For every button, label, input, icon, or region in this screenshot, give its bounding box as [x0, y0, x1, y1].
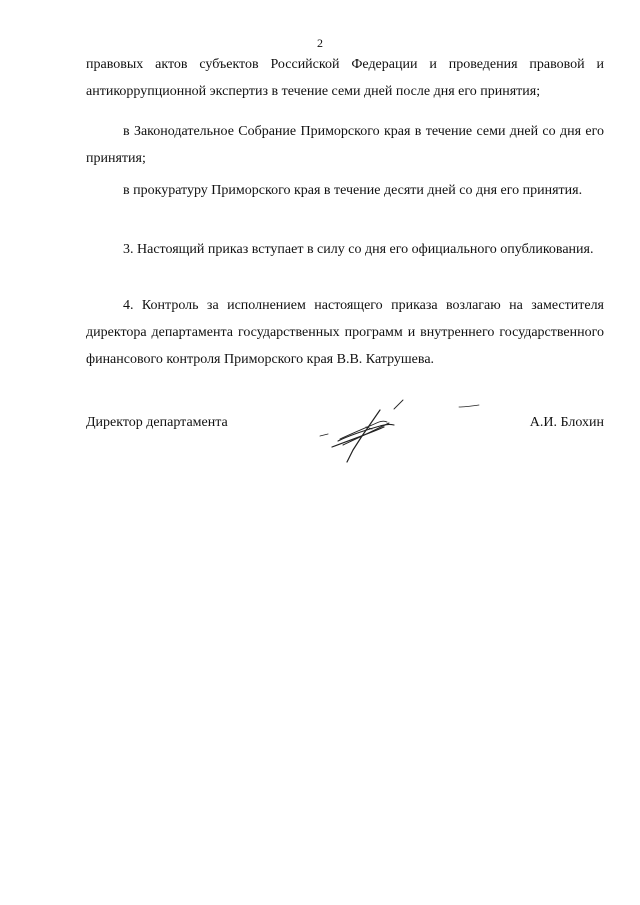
paragraph-continuation: правовых актов субъектов Российской Федерации и проведения правовой и антикоррупционной экспертиз в течение семи дней после дня его принятия;	[86, 57, 604, 99]
paragraph-legislative-assembly: в Законодательное Собрание Приморского края в течение семи дней со дня его принятия;	[86, 124, 604, 166]
handwritten-signature	[310, 393, 490, 473]
paragraph-prosecutor-office: в прокуратуру Приморского края в течение десяти дней со дня его принятия.	[123, 183, 583, 198]
signer-name: А.И. Блохин	[529, 415, 604, 430]
signer-title: Директор департамента	[86, 415, 228, 430]
paragraph-effective-date: 3. Настоящий приказ вступает в силу со дня его официального опубликования.	[123, 242, 594, 257]
page-number: 2	[317, 36, 323, 50]
paragraph-control: 4. Контроль за исполнением настоящего приказа возлагаю на заместителя директора департамента государственных программ и внутреннего государственного финансового контроля Приморского края В.В. Катрушева.	[86, 298, 604, 367]
